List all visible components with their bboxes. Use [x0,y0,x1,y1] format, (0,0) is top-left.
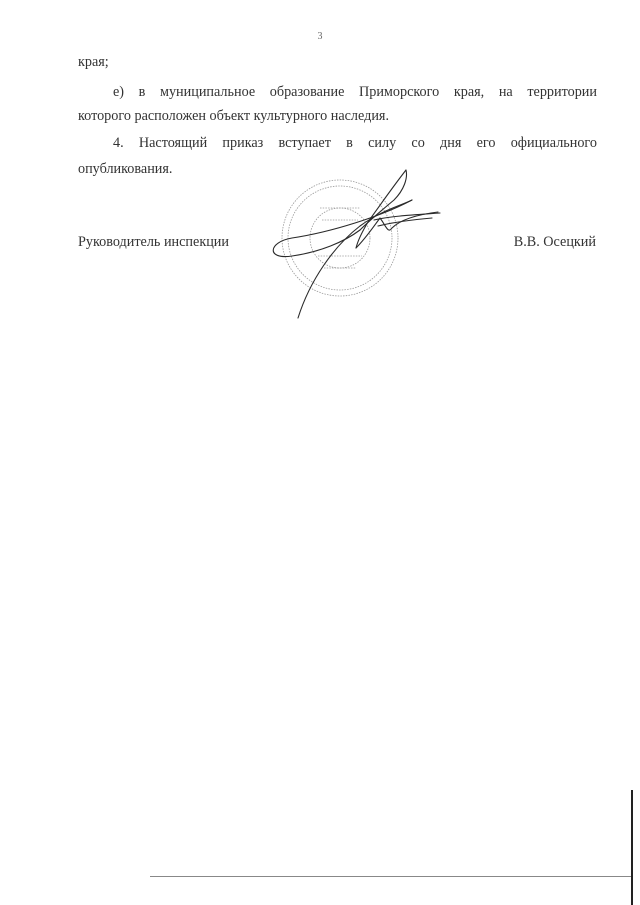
text-line: которого расположен объект культурного наследия. [78,108,390,124]
signatory-name: В.В. Осецкий [513,234,596,250]
paragraph-4-line: 4. Настоящий приказ вступает в силу со дня его официального [113,135,597,151]
scan-edge-right [631,790,633,905]
text-line: края; [78,54,109,70]
scan-edge-bottom [150,876,631,877]
page-number: 3 [317,31,323,42]
seal-and-signature [262,160,462,325]
handwritten-signature [273,170,440,318]
text-line: опубликования. [78,161,173,177]
paragraph-e-line: е) в муниципальное образование Приморского края, на территории [113,84,597,100]
signatory-title: Руководитель инспекции [78,234,229,250]
official-seal [282,180,398,296]
